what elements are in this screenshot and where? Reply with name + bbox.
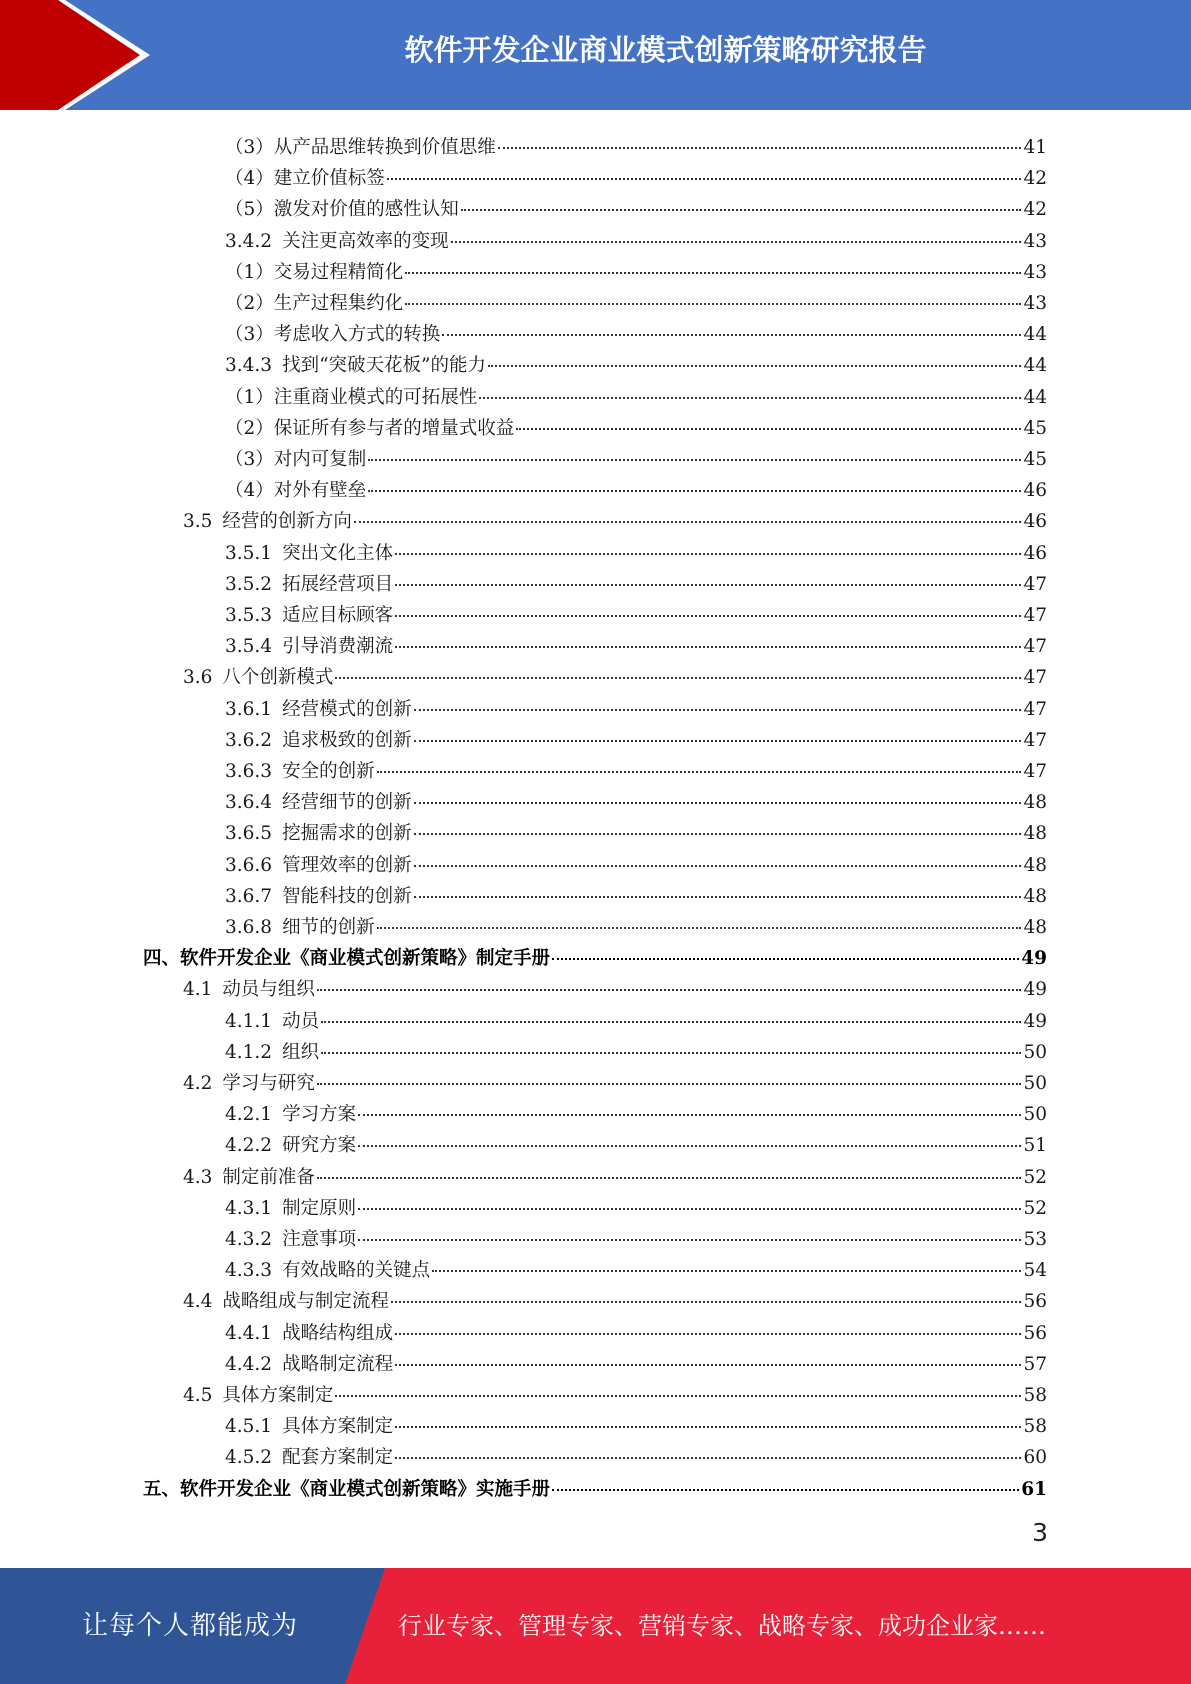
toc-dot-leader [395,646,1021,648]
toc-entry-number: 4.3.1 [225,1197,273,1219]
report-title: 软件开发企业商业模式创新策略研究报告 [404,33,927,67]
toc-entry-number: 3.4.2 [225,230,273,252]
toc-entry[interactable] [225,1041,1047,1065]
toc-entry[interactable] [225,479,1047,503]
toc-dot-leader [358,1208,1021,1210]
toc-entry-number: 3.6.6 [225,854,273,876]
toc-entry-number: 3.5.2 [225,573,273,595]
toc-entry[interactable] [183,1290,1047,1314]
page-number: 3 [1032,1518,1048,1547]
toc-entry-number: 3.4.3 [225,355,273,377]
toc-dot-leader [387,178,1022,180]
toc-entry[interactable] [225,448,1047,472]
toc-entry-number: 4.3 [183,1166,213,1188]
toc-dot-leader [414,896,1022,898]
toc-entry-page: 46 [1023,480,1047,502]
toc-entry-number: 4.1.1 [225,1010,273,1032]
toc-entry[interactable] [225,354,1047,378]
toc-entry-title: 四、软件开发企业《商业模式创新策略》制定手册 [143,948,551,970]
toc-dot-leader [354,521,1022,523]
toc-entry-page: 47 [1023,605,1047,626]
toc-entry-title: 生产过程集约化 [273,293,404,314]
toc-entry-title: 考虑收入方式的转换 [273,324,441,346]
toc-entry-page: 48 [1023,823,1047,845]
toc-entry-page: 50 [1023,1104,1047,1126]
toc-entry-title: 经营细节的创新 [282,792,412,814]
toc-entry-title: 战略组成与制定流程 [222,1291,389,1313]
toc-entry[interactable] [225,323,1047,347]
toc-entry[interactable] [225,230,1047,254]
toc-entry-page: 56 [1023,1322,1047,1344]
toc-entry-title: 激发对价值的感性认知 [273,199,459,221]
toc-entry-page: 47 [1023,729,1047,751]
toc-entry-page: 48 [1023,854,1047,876]
toc-entry-page: 47 [1023,573,1047,595]
toc-dot-leader [432,1270,1021,1272]
toc-dot-leader [317,989,1022,991]
toc-entry[interactable] [225,791,1047,815]
toc-entry-number: 3.6.8 [225,917,273,938]
toc-entry[interactable] [183,1166,1047,1190]
toc-entry[interactable] [225,292,1047,316]
toc-dot-leader [391,1301,1022,1303]
toc-entry-page: 49 [1023,979,1047,1001]
toc-entry-number: 4.4.1 [225,1322,273,1344]
toc-entry[interactable] [225,198,1047,222]
toc-entry[interactable] [225,1134,1047,1158]
toc-dot-leader [442,334,1021,336]
toc-entry-number: （4） [225,480,274,502]
toc-entry-page: 50 [1023,1073,1047,1094]
toc-dot-leader [461,209,1022,211]
toc-entry-title: 研究方案 [282,1135,357,1157]
toc-entry[interactable] [143,947,1047,971]
toc-entry-number: 3.6.7 [225,885,273,907]
toc-entry-page: 46 [1023,542,1047,564]
toc-dot-leader [414,740,1022,742]
toc-entry-page: 44 [1023,355,1047,377]
toc-entry-page: 52 [1023,1197,1047,1219]
toc-entry[interactable] [225,573,1047,597]
toc-entry-page: 50 [1023,1041,1047,1063]
toc-entry-page: 47 [1023,761,1047,782]
toc-entry[interactable] [225,822,1047,846]
toc-dot-leader [414,709,1022,711]
toc-entry[interactable] [183,978,1047,1002]
toc-entry-page: 56 [1023,1291,1047,1313]
toc-entry-page: 42 [1023,199,1047,221]
toc-entry-title: 保证所有参与者的增量式收益 [273,417,515,439]
toc-dot-leader [395,1426,1021,1428]
toc-entry-number: 3.5.4 [225,636,273,658]
toc-entry-title: 挖掘需求的创新 [282,823,412,845]
toc-entry-number: （4） [225,168,274,190]
toc-entry-title: 管理效率的创新 [282,854,412,876]
toc-entry[interactable] [225,1197,1047,1221]
toc-entry-title: 具体方案制定 [282,1416,394,1438]
toc-entry-number: 4.5 [183,1385,213,1406]
toc-entry[interactable] [225,1322,1047,1346]
toc-entry-number: （2） [225,293,274,314]
toc-entry-page: 48 [1023,917,1047,938]
toc-entry-title: 找到“突破天花板”的能力 [282,355,486,377]
toc-entry-page: 61 [1021,1478,1047,1500]
toc-entry[interactable] [183,1384,1047,1408]
toc-dot-leader [335,1395,1021,1397]
toc-entry-title: 动员 [282,1010,320,1032]
toc-entry[interactable] [225,1415,1047,1439]
toc-entry-title: 安全的创新 [282,761,375,782]
footer-slogan-left: 让每个人都能成为 [81,1611,298,1641]
toc-entry-page: 49 [1021,948,1047,970]
toc-entry-title: 学习方案 [282,1104,357,1126]
toc-entry[interactable] [183,666,1047,690]
toc-entry-title: 引导消费潮流 [282,636,394,658]
toc-entry[interactable] [225,604,1047,628]
toc-entry-title: 适应目标顾客 [282,605,394,626]
toc-entry-number: 4.2.1 [225,1104,273,1126]
toc-entry-page: 45 [1023,449,1047,470]
toc-dot-leader [377,771,1022,773]
toc-entry[interactable] [183,1072,1047,1096]
toc-entry[interactable] [225,1103,1047,1127]
toc-entry-title: 交易过程精简化 [273,261,404,283]
toc-dot-leader [321,1052,1021,1054]
footer-slogan-right: 行业专家、管理专家、营销专家、战略专家、成功企业家…… [398,1612,1046,1640]
toc-entry[interactable] [225,698,1047,722]
toc-entry-number: 3.6.1 [225,698,273,720]
toc-dot-leader [395,615,1021,617]
toc-dot-leader [395,553,1021,555]
toc-dot-leader [414,833,1022,835]
toc-entry[interactable] [225,854,1047,878]
toc-entry-title: 拓展经营项目 [282,573,394,595]
toc-entry-title: 制定前准备 [222,1166,315,1188]
toc-entry-page: 58 [1023,1416,1047,1438]
toc-dot-leader [488,365,1021,367]
toc-entry[interactable] [225,261,1047,285]
toc-entry-title: 追求极致的创新 [282,729,412,751]
toc-entry-page: 45 [1023,417,1047,439]
toc-entry[interactable] [225,1259,1047,1283]
toc-entry-title: 动员与组织 [222,979,315,1001]
toc-dot-leader [317,1083,1022,1085]
toc-dot-leader [451,241,1022,243]
toc-dot-leader [552,958,1019,960]
toc-entry-title: 五、软件开发企业《商业模式创新策略》实施手册 [143,1478,551,1500]
toc-entry-title: 对外有壁垒 [273,480,367,502]
toc-entry-title: 战略制定流程 [282,1353,394,1375]
toc-entry-title: 战略结构组成 [282,1322,394,1344]
toc-dot-leader [395,1457,1021,1459]
toc-dot-leader [414,865,1022,867]
page-header [0,0,1191,110]
toc-entry[interactable] [225,1010,1047,1034]
toc-entry-page: 58 [1023,1385,1047,1406]
toc-entry-title: 配套方案制定 [282,1447,394,1469]
toc-entry[interactable] [225,1228,1047,1252]
toc-dot-leader [479,397,1021,399]
toc-dot-leader [395,1333,1021,1335]
toc-entry-page: 42 [1023,168,1047,190]
toc-entry-number: （3） [225,324,274,346]
toc-entry-number: 4.3.3 [225,1260,273,1282]
toc-entry-title: 关注更高效率的变现 [282,230,449,252]
toc-entry-title: 学习与研究 [222,1073,315,1094]
toc-entry-number: （3） [225,449,274,470]
toc-entry-number: 4.4 [183,1291,213,1313]
toc-entry-number: 3.6.5 [225,823,273,845]
toc-entry-page: 52 [1023,1166,1047,1188]
toc-entry-number: （1） [225,261,274,283]
toc-entry[interactable] [143,1478,1047,1502]
toc-entry[interactable] [225,635,1047,659]
toc-entry-number: 4.2.2 [225,1135,273,1157]
toc-dot-leader [405,272,1021,274]
toc-entry-title: 从产品思维转换到价值思维 [273,137,496,158]
chevron-arrow-icon [0,0,160,110]
toc-entry[interactable] [225,417,1047,441]
toc-entry-page: 54 [1023,1260,1047,1282]
toc-dot-leader [358,1114,1021,1116]
toc-entry-title: 细节的创新 [282,917,375,938]
toc-entry-title: 经营模式的创新 [282,698,412,720]
toc-dot-leader [552,1489,1019,1491]
toc-entry-number: （3） [225,137,274,158]
toc-entry-page: 46 [1023,511,1047,533]
toc-dot-leader [405,303,1021,305]
toc-dot-leader [368,490,1021,492]
toc-entry[interactable] [225,760,1047,784]
toc-entry-number: 4.4.2 [225,1353,273,1375]
toc-entry-page: 60 [1023,1447,1047,1469]
toc-dot-leader [335,677,1021,679]
toc-entry[interactable] [225,1446,1047,1470]
toc-entry[interactable] [225,167,1047,191]
toc-entry-number: 3.6.2 [225,729,273,751]
toc-entry[interactable] [225,1353,1047,1377]
toc-entry-page: 53 [1023,1229,1047,1250]
toc-entry[interactable] [183,510,1047,534]
toc-entry-page: 43 [1023,230,1047,252]
toc-dot-leader [358,1239,1021,1241]
toc-entry[interactable] [225,136,1047,160]
toc-entry-number: 3.5.3 [225,605,273,626]
toc-entry-title: 八个创新模式 [222,667,334,689]
toc-entry[interactable] [225,729,1047,753]
toc-entry-number: 4.1.2 [225,1041,273,1063]
toc-entry-number: 3.5 [183,511,213,533]
toc-entry-number: 4.2 [183,1073,213,1094]
toc-entry-page: 47 [1023,636,1047,658]
toc-entry-number: （1） [225,386,274,408]
toc-entry-page: 51 [1023,1135,1047,1157]
toc-entry-page: 47 [1023,667,1047,689]
toc-entry-title: 注重商业模式的可拓展性 [273,386,478,408]
toc-entry-number: 4.5.2 [225,1447,273,1469]
toc-entry-page: 57 [1023,1353,1047,1375]
toc-dot-leader [321,1021,1021,1023]
toc-entry-number: （5） [225,199,274,221]
toc-dot-leader [358,1145,1021,1147]
toc-entry-title: 组织 [282,1041,320,1063]
toc-entry[interactable] [225,885,1047,909]
toc-entry-number: 3.6.4 [225,792,273,814]
toc-entry-number: 4.5.1 [225,1416,273,1438]
toc-dot-leader [377,927,1022,929]
toc-dot-leader [516,428,1021,430]
toc-entry-number: 3.6.3 [225,761,273,782]
toc-dot-leader [414,802,1022,804]
toc-dot-leader [395,584,1021,586]
toc-entry[interactable] [225,542,1047,566]
toc-entry[interactable] [225,386,1047,410]
toc-entry-number: 3.5.1 [225,542,273,564]
toc-entry-number: （2） [225,417,274,439]
toc-entry-page: 48 [1023,885,1047,907]
toc-dot-leader [498,147,1022,149]
toc-entry-page: 44 [1023,324,1047,346]
page-footer [0,1568,1191,1684]
toc-dot-leader [368,459,1021,461]
toc-entry-number: 4.1 [183,979,213,1001]
toc-entry-number: 3.6 [183,667,213,689]
toc-entry[interactable] [225,916,1047,940]
toc-entry-page: 47 [1023,698,1047,720]
toc-entry-title: 具体方案制定 [222,1385,334,1406]
toc-entry-page: 48 [1023,792,1047,814]
toc-entry-title: 智能科技的创新 [282,885,412,907]
toc-entry-page: 49 [1023,1010,1047,1032]
toc-entry-page: 43 [1023,293,1047,314]
toc-entry-title: 经营的创新方向 [222,511,352,533]
toc-entry-title: 对内可复制 [273,449,367,470]
toc-entry-page: 44 [1023,386,1047,408]
toc-entry-title: 建立价值标签 [273,168,385,190]
toc-entry-page: 41 [1023,137,1047,158]
toc-entry-number: 4.3.2 [225,1229,273,1250]
toc-dot-leader [317,1177,1022,1179]
toc-entry-title: 制定原则 [282,1197,357,1219]
toc-entry-title: 注意事项 [282,1229,357,1250]
toc-entry-page: 43 [1023,261,1047,283]
toc-dot-leader [395,1364,1021,1366]
toc-entry-title: 突出文化主体 [282,542,394,564]
toc-entry-title: 有效战略的关键点 [282,1260,431,1282]
